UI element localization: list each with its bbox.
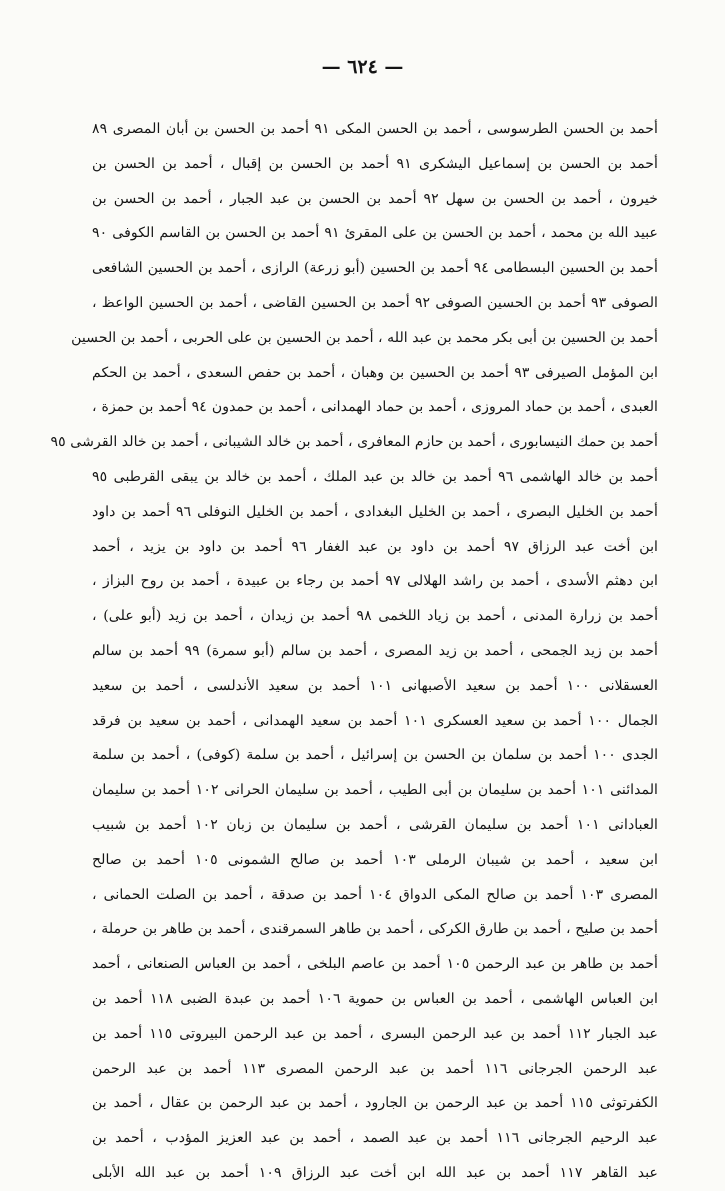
- index-line: ابن المؤمل الصيرفى ٩٣ أحمد بن الحسين بن وهبان ، أحمد بن حفص السعدى ، أحمد بن الحكم: [92, 364, 658, 381]
- index-line: أحمد بن الحسين البسطامى ٩٤ أحمد بن الحسين (أبو زرعة) الرازى ، أحمد بن الحسين الشافعى: [92, 260, 658, 277]
- index-line: عبد الرحيم الجرجانى ١١٦ أحمد بن عبد الصمد ، أحمد بن عبد العزيز المؤدب ، أحمد بن: [92, 1130, 658, 1147]
- index-line: العبدى ، أحمد بن حماد المروزى ، أحمد بن حماد الهمدانى ، أحمد بن حمدون ٩٤ أحمد بن حمزة ،: [92, 399, 658, 416]
- index-line: ابن سعيد ، أحمد بن شيبان الرملى ١٠٣ أحمد بن صالح الشمونى ١٠٥ أحمد بن صالح: [92, 851, 658, 868]
- index-line: الجدى ١٠٠ أحمد بن سلمان بن الحسن بن إسرائيل ، أحمد بن سلمة (كوفى) ، أحمد بن سلمة: [92, 747, 659, 764]
- index-line: أحمد بن خالد الهاشمى ٩٦ أحمد بن خالد بن عبد الملك ، أحمد بن خالد بن يبقى القرطبى ٩٥: [92, 468, 658, 485]
- index-line: العبادانى ١٠١ أحمد بن سليمان القرشى ، أحمد بن سليمان بن زبان ١٠٢ أحمد بن شبيب: [92, 816, 658, 833]
- index-line: الجمال ١٠٠ أحمد بن سعيد العسكرى ١٠١ أحمد بن سعيد الهمدانى ، أحمد بن سعيد بن فرقد: [92, 712, 658, 729]
- index-text-block: [50, 112, 659, 1191]
- index-line: عبد الرحمن الجرجانى ١١٦ أحمد بن عبد الرحمن المصرى ١١٣ أحمد بن عبد الرحمن: [92, 1060, 658, 1077]
- index-line: ابن العباس الهاشمى ، أحمد بن العباس بن حموية ١٠٦ أحمد بن عبدة الضبى ١١٨ أحمد بن: [92, 990, 658, 1007]
- index-line: أحمد بن زرارة المدنى ، أحمد بن زياد اللخمى ٩٨ أحمد بن زيدان ، أحمد بن زيد (أبو على) ،: [92, 608, 659, 625]
- index-line: أحمد بن زيد الجمحى ، أحمد بن زيد المصرى ، أحمد بن سالم (أبو سمرة) ٩٩ أحمد بن سالم: [92, 642, 658, 659]
- index-line: خيرون ، أحمد بن الحسن بن سهل ٩٢ أحمد بن الحسن بن عبد الجبار ، أحمد بن الحسن بن: [92, 190, 658, 207]
- index-line: الكفرتوثى ١١٥ أحمد بن عبد الرحمن بن الجارود ، أحمد بن عبد الرحمن بن عقال ، أحمد بن: [92, 1095, 658, 1112]
- index-line: ابن أخت عبد الرزاق ٩٧ أحمد بن داود بن عبد الغفار ٩٦ أحمد بن داود بن يزيد ، أحمد: [92, 538, 658, 555]
- index-line: أحمد بن الحسين بن أبى بكر محمد بن عبد الله ، أحمد بن الحسين بن على الحربى ، أحمد بن الحسين: [71, 329, 658, 346]
- index-line: الصوفى ٩٣ أحمد بن الحسين الصوفى ٩٢ أحمد بن الحسين القاضى ، أحمد بن الحسين الواعظ ،: [92, 294, 658, 311]
- index-line: ابن دهثم الأسدى ، أحمد بن راشد الهلالى ٩٧ أحمد بن رجاء بن عبيدة ، أحمد بن روح البزاز ،: [92, 573, 658, 590]
- page-number: — ٦٢٤ —: [321, 56, 404, 78]
- index-line: عبد القاهر ١١٧ أحمد بن عبد الله ابن أخت عبد الرزاق ١٠٩ أحمد بن عبد الله الأبلى: [92, 1164, 658, 1181]
- index-line: العسقلانى ١٠٠ أحمد بن سعيد الأصبهانى ١٠١ أحمد بن سعيد الأندلسى ، أحمد بن سعيد: [92, 677, 659, 694]
- index-line: عبيد الله بن محمد ، أحمد بن الحسن بن على المقرئ ٩١ أحمد بن الحسن بن القاسم الكوفى ٩٠: [92, 225, 659, 242]
- index-line: المصرى ١٠٣ أحمد بن صالح المكى الدواق ١٠٤ أحمد بن صدقة ، أحمد بن الصلت الحمانى ،: [92, 886, 658, 903]
- index-line: المدائنى ١٠١ أحمد بن سليمان بن أبى الطيب ، أحمد بن سليمان الحرانى ١٠٢ أحمد بن سليمان: [92, 782, 659, 799]
- index-line: أحمد بن الخليل البصرى ، أحمد بن الخليل البغدادى ، أحمد بن الخليل النوفلى ٩٦ أحمد بن داود: [92, 503, 658, 520]
- index-line: أحمد بن الحسن الطرسوسى ، أحمد بن الحسن المكى ٩١ أحمد بن الحسن بن أبان المصرى ٨٩: [92, 121, 658, 137]
- index-line: أحمد بن طاهر بن عبد الرحمن ١٠٥ أحمد بن عاصم البلخى ، أحمد بن العباس الصنعانى ، أحمد: [92, 956, 659, 973]
- index-line: أحمد بن الحسن بن إسماعيل اليشكرى ٩١ أحمد بن الحسن بن إقبال ، أحمد بن الحسن بن: [92, 155, 658, 172]
- index-line: أحمد بن حمك النيسابورى ، أحمد بن حازم المعافرى ، أحمد بن خالد الشيبانى ، أحمد بن خالد القرشى ٩٥: [50, 434, 658, 451]
- index-line: عبد الجبار ١١٢ أحمد بن عبد الرحمن البسرى ، أحمد بن عبد الرحمن البيروتى ١١٥ أحمد بن: [92, 1025, 658, 1042]
- index-line: أحمد بن صليح ، أحمد بن طارق الكركى ، أحمد بن طاهر السمرقندى ، أحمد بن طاهر بن حرملة ،: [92, 921, 658, 938]
